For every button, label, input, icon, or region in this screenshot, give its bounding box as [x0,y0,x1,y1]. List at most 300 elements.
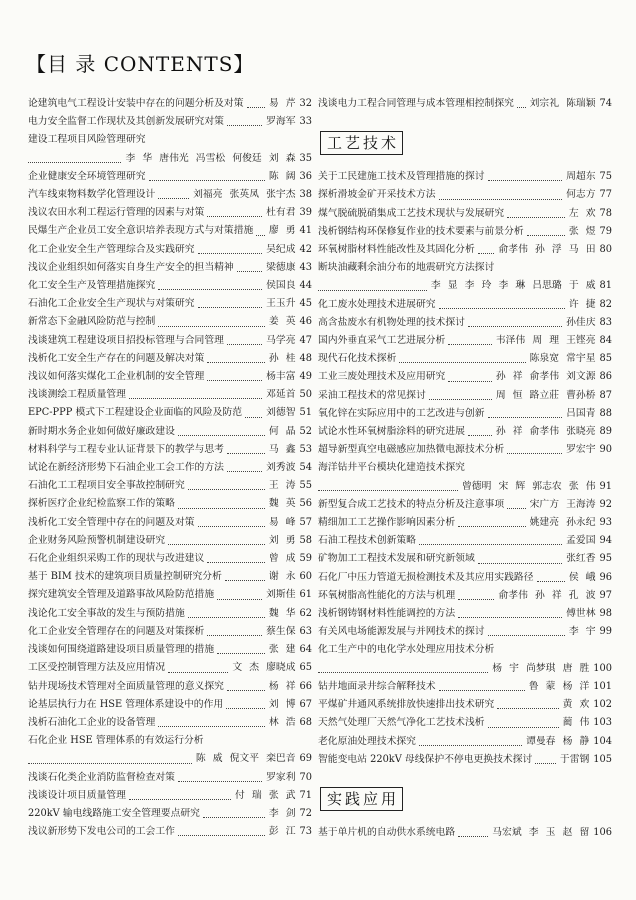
entry-title: 新常态下金融风险防范与控制 [28,316,156,328]
toc-entry [28,131,312,167]
entry-page-number: 67 [299,698,312,710]
dot-leader [488,417,563,418]
entry-page-number: 106 [593,826,612,838]
entry-authors: 陈 威 倪文平 栾巴音 [195,753,296,765]
entry-page-number: 52 [299,425,312,437]
entry-page-number: 78 [599,207,612,219]
entry-title: 基于 BIM 技术的建筑项目质量控制研究分析 [28,571,222,583]
toc-entry [28,423,312,441]
dot-leader [448,381,491,382]
entry-authors: 孙佳庆 [566,316,596,328]
toc-entry [318,751,612,769]
toc-entry [28,586,312,604]
entry-title: 浅谈测绘工程质量管理 [28,389,126,401]
entry-page-number: 44 [299,280,312,292]
entry-page-number: 95 [599,553,612,565]
entry-title: 石化厂中压力管道无损检测技术及其应用实践路径 [318,571,534,583]
entry-page-number: 75 [599,171,612,183]
dot-leader [225,580,265,581]
dot-leader [478,253,495,254]
toc-entry [318,550,612,568]
entry-page-number: 83 [599,316,612,328]
entry-page-number: 35 [299,152,312,164]
toc-entry [28,605,312,623]
dot-leader [318,490,458,491]
toc-entry [318,696,612,714]
entry-page-number: 88 [599,407,612,419]
toc-entry [318,368,612,386]
dot-leader [129,799,231,800]
entry-title: 工业三废处理技术及应用研究 [318,371,446,383]
entry-title: 浅议农田水利工程运行管理的因素与对策 [28,207,205,219]
dot-leader [158,726,264,727]
toc-entry [28,459,312,477]
entry-title: 化工企业安全管理存在的问题及对策探析 [28,625,205,637]
toc-entry [318,605,612,623]
entry-title: 220kV 输电线路施工安全管理要点研究 [28,807,200,819]
toc-entry [28,386,312,404]
entry-authors: 李 华 唐伟光 冯雪松 何俊廷 刘 森 [125,152,296,164]
dot-leader [488,727,559,728]
entry-page-number: 81 [599,280,612,292]
toc-entry [318,532,612,550]
entry-title: 浅析钢铸钢材料性能调控的方法 [318,608,456,620]
entry-title: 石化企业 HSE 管理体系的有效运行分析 [28,735,204,747]
entry-page-number: 65 [299,662,312,674]
entry-authors: 孟爱国 [566,535,596,547]
dot-leader [207,562,264,563]
entry-page-number: 50 [299,389,312,401]
entry-title: 浅谈如何围绕道路建设项目质量管理的措施 [28,644,215,656]
toc-entry [318,441,612,459]
dot-leader [207,380,262,381]
dot-leader [227,453,265,454]
toc-entry [28,204,312,222]
dot-leader [227,471,262,472]
entry-title: 浅议企业组织如何落实自身生产安全的担当精神 [28,261,234,273]
entry-title: 高含盐废水有机物处理的技术探讨 [318,316,465,328]
entry-title: 环氧树脂材料性能改性及其固化分析 [318,244,475,256]
entry-page-number: 66 [299,680,312,692]
entry-authors: 韦泽伟 周 理 王铿亮 [495,335,596,347]
entry-authors: 刘 勇 [268,534,296,546]
toc-entry [28,678,312,696]
toc-entry [28,368,312,386]
toc-entry [318,205,612,223]
dot-leader [517,107,526,108]
entry-page-number: 97 [599,589,612,601]
toc-entry [318,259,612,295]
entry-title: 试论水性环氧树脂涂料的研究进展 [318,426,465,438]
entry-page-number: 69 [299,753,312,765]
entry-authors: 黄 欢 [562,699,590,711]
entry-page-number: 68 [299,716,312,728]
dot-leader [227,690,265,691]
entry-page-number: 72 [299,807,312,819]
entry-title: 化工废水处理技术进展研究 [318,298,436,310]
entry-title: 化工企业安全生产管理综合及实践研究 [28,243,195,255]
entry-title: 超导新型真空电磁感应加热微电源技术分析 [318,444,505,456]
toc-entry [28,714,312,732]
entry-page-number: 92 [599,498,612,510]
dot-leader [178,781,262,782]
entry-authors: 罗海军 [266,116,296,128]
entry-page-number: 71 [299,789,312,801]
toc-entry [318,678,612,696]
dot-leader [439,308,565,309]
entry-page-number: 99 [599,626,612,638]
entry-page-number: 79 [599,225,612,237]
toc-entry [28,350,312,368]
entry-title: 国内外垂直采气工艺进展分析 [318,335,446,347]
toc-entry [318,733,612,751]
entry-page-number: 102 [593,699,612,711]
dot-leader [458,836,488,837]
entry-title: 浅析化工安全生产存在的问题及解决对策 [28,352,205,364]
toc-entry [318,95,612,113]
entry-authors: 俞孝伟 孙 祥 孔 波 [498,589,596,601]
entry-page-number: 38 [299,189,312,201]
dot-leader [256,235,264,236]
entry-title: 论建筑电气工程设计安装中存在的问题分析及对策 [28,98,244,109]
entry-title: 新时期水务企业如何做好廉政建设 [28,425,175,437]
dot-leader [227,125,262,126]
toc-entry [28,313,312,331]
entry-title: 探析滑坡金矿开采技术方法 [318,189,436,201]
dot-leader [158,289,262,290]
dot-leader [399,362,525,363]
entry-title: 钻井地面录井综合解释技术 [318,680,436,692]
entry-authors: 罗家利 [266,771,296,783]
entry-authors: 谭曼春 杨 静 [526,735,590,747]
entry-title: 浅析钢结构环保修复作业的技术要素与前景分析 [318,225,524,237]
entry-title: 断块油藏剩余油分布的地震研究方法探讨 [318,262,495,274]
dot-leader [245,417,262,418]
entry-page-number: 64 [299,644,312,656]
right-toc-column [318,95,612,842]
dot-leader [198,307,263,308]
entry-authors: 曾德明 宋 辉 郭志农 张 伟 [461,480,596,492]
dot-leader [527,235,565,236]
entry-page-number: 98 [599,608,612,620]
entry-page-number: 90 [599,444,612,456]
entry-page-number: 82 [599,298,612,310]
toc-entry [28,514,312,532]
entry-authors: 左 欢 [568,207,596,219]
entry-authors: 邓延首 [266,389,296,401]
entry-page-number: 80 [599,244,612,256]
entry-page-number: 59 [299,553,312,565]
entry-page-number: 54 [299,462,312,474]
dot-leader [488,635,565,636]
toc-entry [28,696,312,714]
toc-entry [28,477,312,495]
entry-page-number: 48 [299,352,312,364]
entry-title: 民爆生产企业员工安全意识培养表现方式与对策措施 [28,225,254,237]
toc-entry [318,569,612,587]
entry-authors: 俞孝伟 孙 浮 马 田 [498,244,596,256]
dot-leader [247,107,265,108]
entry-authors: 刘德智 [266,407,296,419]
entry-authors: 李 宇 [568,626,596,638]
toc-entry [318,824,612,842]
entry-page-number: 46 [299,316,312,328]
toc-entry [28,641,312,659]
entry-page-number: 61 [299,589,312,601]
left-toc-column [28,95,312,841]
entry-title: 论基层执行力在 HSE 管理体系建设中的作用 [28,698,224,710]
toc-entry [318,459,612,495]
dot-leader [318,672,488,673]
dot-leader [448,344,491,345]
toc-entry [28,441,312,459]
dot-leader [468,435,492,436]
toc-entry [318,714,612,732]
entry-page-number: 39 [299,207,312,219]
entry-page-number: 74 [599,98,612,109]
entry-title: 新型复合成工艺技术的特点分析及注意事项 [318,498,505,510]
entry-page-number: 55 [299,480,312,492]
dot-leader [207,635,262,636]
toc-entry [318,641,612,677]
dot-leader [439,690,525,691]
entry-title: 电力安全监督工作现状及其创新发展研究对策 [28,116,224,128]
entry-page-number: 86 [599,371,612,383]
toc-entry [318,223,612,241]
entry-authors: 文 杰 廖晓成 [232,662,296,674]
dot-leader [488,180,563,181]
dot-leader [149,180,265,181]
entry-authors: 王玉升 [266,298,296,310]
toc-entry [28,113,312,131]
entry-page-number: 91 [599,480,612,492]
dot-leader [458,526,525,527]
entry-authors: 鲁 蒙 杨 洋 [528,680,590,692]
entry-page-number: 58 [299,534,312,546]
entry-authors: 魏 华 [268,607,296,619]
entry-title: 企业健康安全环境管理研究 [28,170,146,182]
toc-entry [28,404,312,422]
entry-page-number: 89 [599,426,612,438]
toc-entry [28,787,312,805]
entry-authors: 蔡生保 [266,625,296,637]
entry-authors: 于雷钢 [559,753,590,765]
toc-entry [318,350,612,368]
toc-entry [28,769,312,787]
entry-title: 石化企业组织采购工作的现状与改进建议 [28,553,205,565]
toc-entry [28,550,312,568]
toc-entry [28,568,312,586]
dot-leader [129,398,262,399]
toc-entry [28,241,312,259]
dot-leader [419,544,562,545]
entry-title: 浅析化工安全管理中存在的问题及对策 [28,516,195,528]
entry-authors: 周超东 [566,171,596,183]
entry-page-number: 84 [599,335,612,347]
entry-authors: 张 煜 [568,225,596,237]
entry-title: 有关风电场能源发展与并网技术的探讨 [318,626,485,638]
entry-title: 探析医疗企业纪检监察工作的策略 [28,498,175,510]
entry-title: 精细加工工艺操作影响因素分析 [318,517,456,529]
entry-authors: 张 建 [268,644,296,656]
entry-page-number: 57 [299,516,312,528]
entry-title: 智能变电站 220kV 母线保护不停电更换技术探讨 [318,753,533,765]
contents-heading: 【目 录 CONTENTS】 [26,52,255,76]
entry-title: 浅议如何落实煤化工企业机制的安全管理 [28,371,205,383]
dot-leader [158,326,264,327]
toc-entry [318,623,612,641]
entry-title: 现代石化技术探析 [318,353,397,365]
entry-page-number: 51 [299,407,312,419]
section-title-box: 实践应用 [320,787,403,811]
dot-leader [217,599,262,600]
entry-authors: 杜有君 [266,207,296,219]
entry-authors: 李 剑 [268,807,296,819]
toc-entry [28,805,312,823]
entry-title: 石油化工工程项目安全事故控制研究 [28,480,185,492]
entry-authors: 张红香 [566,553,596,565]
toc-entry [28,95,312,113]
toc-entry [28,259,312,277]
entry-page-number: 43 [299,261,312,273]
entry-title: 汽车线束物料数学化管理设计 [28,189,156,201]
toc-entry [28,332,312,350]
entry-title: 化工生产中的电化学水处理应用技术分析 [318,644,495,656]
dot-leader [198,526,265,527]
toc-entry [28,623,312,641]
entry-authors: 许 捷 [568,298,596,310]
entry-title: 材料科学与工程专业认证背景下的教学与思考 [28,443,224,455]
entry-page-number: 60 [299,571,312,583]
entry-page-number: 36 [299,170,312,182]
entry-authors: 陈 阔 [268,170,296,182]
entry-title: 浅谈电力工程合同管理与成本管理相控制探究 [318,98,514,109]
entry-title: 企业财务风险预警机制建设研究 [28,534,166,546]
toc-entry [318,296,612,314]
toc-entry [318,405,612,423]
entry-page-number: 56 [299,498,312,510]
entry-authors: 何志方 [566,189,596,201]
entry-authors: 马 鑫 [268,443,296,455]
dot-leader [439,199,563,200]
entry-page-number: 94 [599,535,612,547]
dot-leader [217,653,265,654]
entry-page-number: 41 [299,225,312,237]
entry-authors: 罗宏宇 [566,444,596,456]
dot-leader [458,617,562,618]
entry-authors: 彭 江 [268,826,296,838]
entry-title: 氧化锌在实际应用中的工艺改进与创新 [318,407,485,419]
entry-authors: 蔺 伟 [562,717,590,729]
entry-authors: 马学亮 [266,334,296,346]
dot-leader [318,290,427,291]
dot-leader [497,708,558,709]
entry-authors: 孙 祥 俞孝伟 张晓亮 [495,426,596,438]
entry-authors: 何 晶 [268,425,296,437]
entry-title: 浅谈石化类企业消防监督检查对策 [28,771,175,783]
entry-title: 海洋钻井平台模块化建造技术探究 [318,462,465,474]
entry-title: 环氧树脂高性能化的方法与机理 [318,589,456,601]
entry-authors: 王 涛 [268,480,296,492]
entry-title: 建设工程项目风险管理研究 [28,134,146,146]
entry-title: 试论在新经济形势下石油企业工会工作的方法 [28,462,224,474]
entry-authors: 曾 成 [268,553,296,565]
entry-page-number: 42 [299,243,312,255]
section-heading [320,131,612,156]
dot-leader [28,162,121,163]
entry-authors: 傅世林 [566,608,596,620]
entry-title: 矿物加工工程技术发展和研究新领域 [318,553,475,565]
entry-authors: 姚建亮 孙永纪 [529,517,596,529]
toc-entry [28,823,312,841]
dot-leader [207,362,264,363]
entry-authors: 杨丰富 [266,371,296,383]
entry-authors: 付 瑞 张 武 [235,789,296,801]
toc-entry [318,168,612,186]
entry-authors: 谢 永 [268,571,296,583]
toc-entry [318,423,612,441]
toc-entry [28,186,312,204]
dot-leader [507,453,562,454]
toc-entry [28,295,312,313]
dot-leader [537,581,565,582]
entry-page-number: 85 [599,353,612,365]
entry-authors: 宋广方 王海涛 [529,498,596,510]
entry-title: 平煤矿井通风系统排放快速排出技术研究 [318,699,495,711]
entry-authors: 刘秀波 [266,462,296,474]
entry-authors: 易 芹 [268,98,296,109]
entry-title: 探究建筑安全管理及道路事故风险防范措施 [28,589,215,601]
entry-authors: 刘宗礼 陈瑞颖 [529,98,596,109]
entry-page-number: 96 [599,571,612,583]
entry-authors: 孙 祥 俞孝伟 刘文源 [495,371,596,383]
entry-title: 煤气脱硫脱硝集成工艺技术现状与发展研究 [318,207,505,219]
dot-leader [429,399,492,400]
dot-leader [227,344,262,345]
entry-authors: 马宏斌 李 玉 赵 留 [492,826,590,838]
toc-entry [28,532,312,550]
dot-leader [507,508,525,509]
entry-authors: 吕国青 [566,407,596,419]
dot-leader [203,817,265,818]
dot-leader [168,672,228,673]
dot-leader [419,745,522,746]
entry-authors: 林 浩 [268,716,296,728]
entry-authors: 吴纪成 [266,243,296,255]
entry-page-number: 47 [299,334,312,346]
entry-authors: 杨 宇 尚梦琪 唐 胜 [492,662,590,674]
entry-authors: 易 峰 [268,516,296,528]
entry-page-number: 101 [593,680,612,692]
entry-page-number: 105 [593,753,612,765]
entry-page-number: 33 [299,116,312,128]
entry-title: 浅议新形势下发电公司的工会工作 [28,826,175,838]
dot-leader [507,217,565,218]
entry-page-number: 32 [299,98,312,109]
toc-entry [318,496,612,514]
toc-entry [318,314,612,332]
entry-title: 采油工程技术的常见探讨 [318,389,426,401]
entry-title: 钻井现场技术管理对全面质量管理的意义探究 [28,680,224,692]
entry-page-number: 62 [299,607,312,619]
entry-title: 关于工民建施工技术及管理措施的探讨 [318,171,485,183]
entry-authors: 梁德康 [266,261,296,273]
entry-title: EPC-PPP 模式下工程建设企业面临的风险及防范 [28,407,242,419]
toc-entry [318,332,612,350]
entry-page-number: 100 [593,662,612,674]
entry-authors: 廖 勇 [268,225,296,237]
entry-title: 浅析石油化工企业的设备管理 [28,716,156,728]
